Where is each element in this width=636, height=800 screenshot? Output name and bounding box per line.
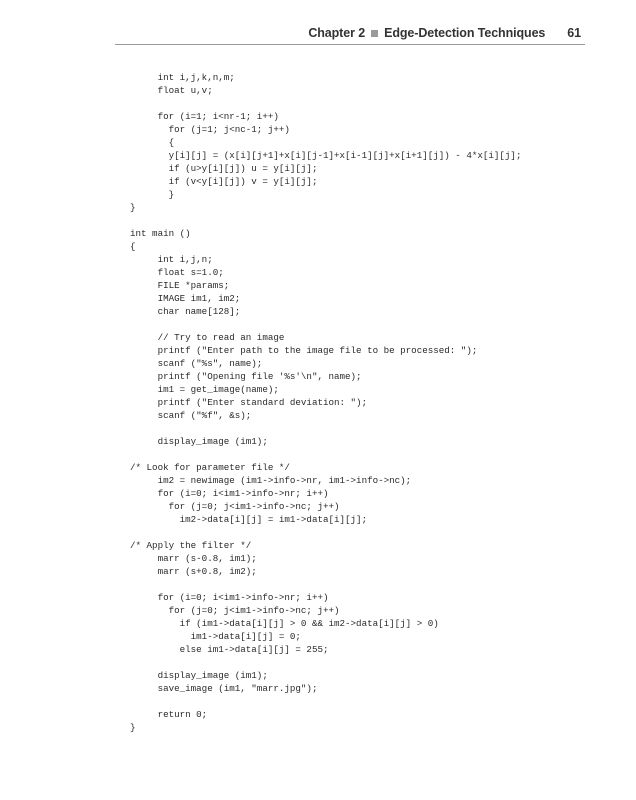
code-line: display_image (im1);: [130, 436, 268, 447]
code-line: marr (s+0.8, im2);: [130, 566, 257, 577]
code-line: if (u>y[i][j]) u = y[i][j];: [130, 163, 318, 174]
code-line: im1->data[i][j] = 0;: [130, 631, 301, 642]
code-line: if (im1->data[i][j] > 0 && im2->data[i][j] > 0): [130, 618, 439, 629]
code-line: im2 = newimage (im1->info->nr, im1->info->nc);: [130, 475, 412, 486]
code-line: for (i=0; i<im1->info->nr; i++): [130, 592, 329, 603]
code-line: float s=1.0;: [130, 267, 224, 278]
code-line: }: [130, 189, 175, 200]
code-line: for (i=1; i<nr-1; i++): [130, 111, 279, 122]
code-line: [130, 318, 521, 331]
code-line: [130, 422, 521, 435]
code-line: [130, 656, 521, 669]
code-line: float u,v;: [130, 85, 213, 96]
code-line: im1 = get_image(name);: [130, 384, 279, 395]
code-line: [130, 526, 521, 539]
code-line: [130, 578, 521, 591]
page-number: 61: [567, 26, 581, 40]
code-line: display_image (im1);: [130, 670, 268, 681]
code-line: {: [130, 137, 175, 148]
code-line: [130, 97, 521, 110]
running-header: [115, 20, 585, 45]
code-line: for (j=1; j<nc-1; j++): [130, 124, 290, 135]
code-line: for (j=0; j<im1->info->nc; j++): [130, 501, 340, 512]
code-line: [130, 695, 521, 708]
code-line: // Try to read an image: [130, 332, 285, 343]
code-line: y[i][j] = (x[i][j+1]+x[i][j-1]+x[i-1][j]+x[i+1][j]) - 4*x[i][j];: [130, 150, 522, 161]
code-line: /* Look for parameter file */: [130, 462, 290, 473]
code-line: [130, 448, 521, 461]
code-line: IMAGE im1, im2;: [130, 293, 241, 304]
code-line: im2->data[i][j] = im1->data[i][j];: [130, 514, 368, 525]
code-line: printf ("Opening file '%s'\n", name);: [130, 371, 362, 382]
code-line: FILE *params;: [130, 280, 230, 291]
code-listing: [130, 71, 521, 734]
square-bullet-icon: [371, 30, 378, 37]
code-line: int i,j,k,n,m;: [130, 72, 235, 83]
code-line: scanf ("%f", &s);: [130, 410, 252, 421]
code-line: [130, 214, 521, 227]
code-line: else im1->data[i][j] = 255;: [130, 644, 329, 655]
code-line: for (j=0; j<im1->info->nc; j++): [130, 605, 340, 616]
code-line: /* Apply the filter */: [130, 540, 252, 551]
code-line: printf ("Enter standard deviation: ");: [130, 397, 368, 408]
code-line: }: [130, 202, 136, 213]
chapter-title: Edge-Detection Techniques: [384, 26, 546, 40]
code-line: scanf ("%s", name);: [130, 358, 263, 369]
code-line: save_image (im1, "marr.jpg");: [130, 683, 318, 694]
code-line: marr (s-0.8, im1);: [130, 553, 257, 564]
code-line: }: [130, 722, 136, 733]
code-line: int main (): [130, 228, 191, 239]
code-line: {: [130, 241, 136, 252]
header-text: [308, 26, 581, 40]
code-line: char name[128];: [130, 306, 241, 317]
code-line: if (v<y[i][j]) v = y[i][j];: [130, 176, 318, 187]
code-line: for (i=0; i<im1->info->nr; i++): [130, 488, 329, 499]
code-line: return 0;: [130, 709, 208, 720]
chapter-label: Chapter 2: [308, 26, 366, 40]
code-line: int i,j,n;: [130, 254, 213, 265]
code-line: printf ("Enter path to the image file to be processed: ");: [130, 345, 478, 356]
